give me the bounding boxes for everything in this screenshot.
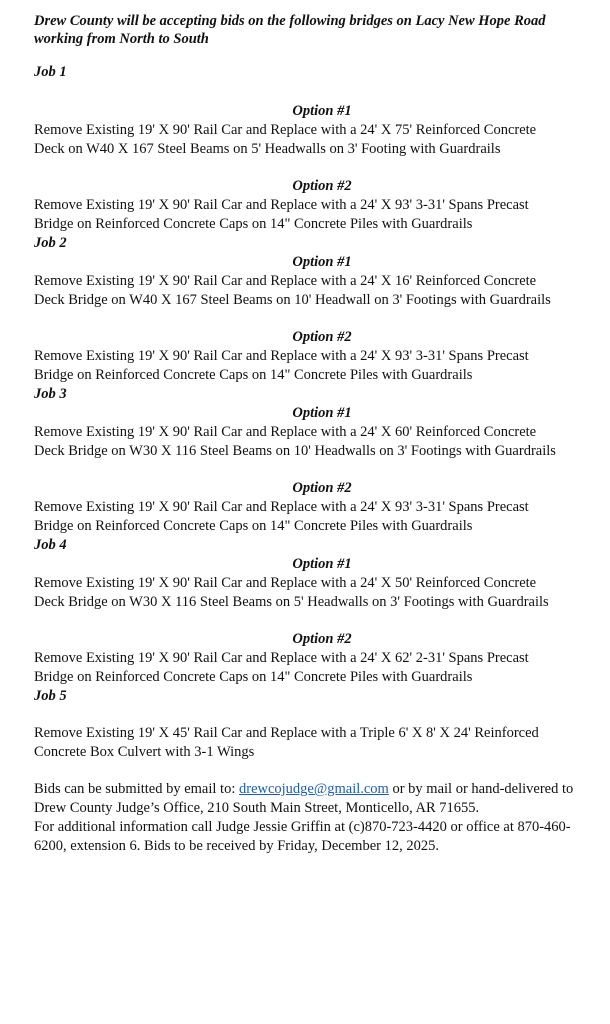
job-3-option-2-line-2: Bridge on Reinforced Concrete Caps on 14" Concrete Piles with Guardrails: [34, 518, 473, 534]
contact-info-text: For additional information call Judge Jessie Griffin at (c)870-723-4420 or office at 870-460-6200, extension 6. Bids to be received by Friday, December 12, 2025.: [34, 819, 571, 854]
job-4-option-1-line-1: Remove Existing 19' X 90' Rail Car and Replace with a 24' X 50' Reinforced Concrete: [34, 575, 537, 591]
job-1-option-1-line-1: Remove Existing 19' X 90' Rail Car and Replace with a 24' X 75' Reinforced Concrete: [34, 122, 537, 138]
submission-info: [34, 780, 580, 856]
job-3-heading: Job 3: [34, 386, 67, 402]
job-3-option-1-heading: Option #1: [292, 405, 352, 421]
job-1-option-2-heading: Option #2: [292, 178, 352, 194]
job-4-option-2-line-2: Bridge on Reinforced Concrete Caps on 14" Concrete Piles with Guardrails: [34, 669, 473, 685]
notice-headline: Drew County will be accepting bids on the following bridges on Lacy New Hope Road working from North to South: [34, 13, 546, 47]
job-3-option-1-line-2: Deck Bridge on W30 X 116 Steel Beams on 10' Headwalls on 3' Footings with Guardrails: [34, 443, 556, 459]
bid-submission-prefix: Bids can be submitted by email to:: [34, 781, 239, 797]
job-1-heading: Job 1: [34, 64, 67, 80]
job-2-option-1-heading: Option #1: [292, 254, 352, 270]
job-1-option-2-line-2: Bridge on Reinforced Concrete Caps on 14" Concrete Piles with Guardrails: [34, 216, 473, 232]
job-1-option-1-line-2: Deck on W40 X 167 Steel Beams on 5' Headwalls on 3' Footing with Guardrails: [34, 141, 501, 157]
job-2-option-2-line-2: Bridge on Reinforced Concrete Caps on 14" Concrete Piles with Guardrails: [34, 367, 473, 383]
job-4-option-1-line-2: Deck Bridge on W30 X 116 Steel Beams on 5' Headwalls on 3' Footings with Guardrails: [34, 594, 549, 610]
job-4-option-2-line-1: Remove Existing 19' X 90' Rail Car and Replace with a 24' X 62' 2-31' Spans Precast: [34, 650, 529, 666]
judge-email-link[interactable]: drewcojudge@gmail.com: [238, 781, 389, 797]
job-5-line-2: Concrete Box Culvert with 3-1 Wings: [34, 744, 255, 760]
job-2-option-2-line-1: Remove Existing 19' X 90' Rail Car and Replace with a 24' X 93' 3-31' Spans Precast: [34, 348, 529, 364]
job-2-option-2-heading: Option #2: [292, 329, 352, 345]
job-5-heading: Job 5: [34, 688, 67, 704]
job-1-option-2-line-1: Remove Existing 19' X 90' Rail Car and Replace with a 24' X 93' 3-31' Spans Precast: [34, 197, 529, 213]
job-4-heading: Job 4: [34, 537, 67, 553]
job-3-option-2-line-1: Remove Existing 19' X 90' Rail Car and Replace with a 24' X 93' 3-31' Spans Precast: [34, 499, 529, 515]
job-3-option-2-heading: Option #2: [292, 480, 352, 496]
job-4-option-1-heading: Option #1: [292, 556, 352, 572]
job-1-option-1-heading: Option #1: [292, 103, 352, 119]
job-3-option-1-line-1: Remove Existing 19' X 90' Rail Car and Replace with a 24' X 60' Reinforced Concrete: [34, 424, 537, 440]
bid-submission-suffix: or by mail or hand-delivered to Drew County Judge’s Office, 210 South Main Street, Monticello, AR 71655.: [34, 781, 574, 816]
job-2-heading: Job 2: [34, 235, 67, 251]
job-5-line-1: Remove Existing 19' X 45' Rail Car and Replace with a Triple 6' X 8' X 24' Reinforced: [34, 725, 539, 741]
job-4-option-2-heading: Option #2: [292, 631, 352, 647]
bid-submission-text: [34, 780, 580, 818]
job-2-option-1-line-2: Deck Bridge on W40 X 167 Steel Beams on 10' Headwall on 3' Footings with Guardrails: [34, 292, 551, 308]
job-2-option-1-line-1: Remove Existing 19' X 90' Rail Car and Replace with a 24' X 16' Reinforced Concrete: [34, 273, 537, 289]
